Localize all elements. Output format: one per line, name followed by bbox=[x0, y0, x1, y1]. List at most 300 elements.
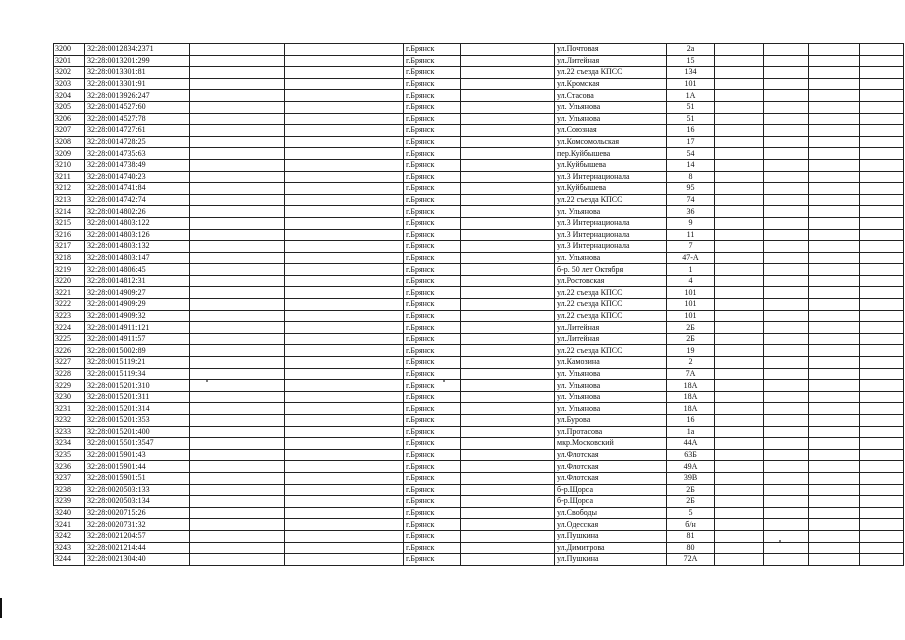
empty-cell bbox=[461, 264, 555, 276]
empty-cell bbox=[715, 461, 764, 473]
empty-cell bbox=[715, 241, 764, 253]
empty-cell bbox=[809, 426, 860, 438]
empty-cell bbox=[285, 507, 404, 519]
cadastral-number-cell: 32:28:0014803:122 bbox=[85, 217, 190, 229]
street-cell: ул.Комсомольская bbox=[555, 136, 667, 148]
row-number-cell: 3229 bbox=[54, 380, 85, 392]
empty-cell bbox=[764, 299, 809, 311]
table-row bbox=[54, 530, 904, 542]
empty-cell bbox=[190, 333, 285, 345]
cadastral-number-cell: 32:28:0013926:247 bbox=[85, 90, 190, 102]
empty-cell bbox=[461, 125, 555, 137]
street-cell: ул. Ульянова bbox=[555, 206, 667, 218]
empty-cell bbox=[190, 44, 285, 56]
empty-cell bbox=[285, 125, 404, 137]
empty-cell bbox=[285, 519, 404, 531]
cadastral-number-cell: 32:28:0014738:49 bbox=[85, 159, 190, 171]
house-number-cell: 2а bbox=[667, 44, 715, 56]
city-cell: г.Брянск bbox=[404, 391, 461, 403]
empty-cell bbox=[190, 136, 285, 148]
city-cell: г.Брянск bbox=[404, 90, 461, 102]
empty-cell bbox=[860, 542, 904, 554]
city-cell: г.Брянск bbox=[404, 125, 461, 137]
empty-cell bbox=[764, 357, 809, 369]
city-cell: г.Брянск bbox=[404, 44, 461, 56]
row-number-cell: 3214 bbox=[54, 206, 85, 218]
empty-cell bbox=[715, 252, 764, 264]
empty-cell bbox=[764, 310, 809, 322]
empty-cell bbox=[860, 484, 904, 496]
street-cell: пер.Куйбышева bbox=[555, 148, 667, 160]
empty-cell bbox=[190, 101, 285, 113]
page-edge-mark bbox=[0, 598, 2, 618]
row-number-cell: 3232 bbox=[54, 415, 85, 427]
empty-cell bbox=[285, 275, 404, 287]
empty-cell bbox=[860, 148, 904, 160]
table-row bbox=[54, 496, 904, 508]
street-cell: ул.22 съезда КПСС bbox=[555, 310, 667, 322]
cadastral-number-cell: 32:28:0021204:57 bbox=[85, 530, 190, 542]
empty-cell bbox=[809, 67, 860, 79]
empty-cell bbox=[860, 287, 904, 299]
empty-cell bbox=[764, 113, 809, 125]
city-cell: г.Брянск bbox=[404, 403, 461, 415]
row-number-cell: 3236 bbox=[54, 461, 85, 473]
empty-cell bbox=[461, 252, 555, 264]
empty-cell bbox=[860, 415, 904, 427]
empty-cell bbox=[715, 368, 764, 380]
house-number-cell: 72А bbox=[667, 554, 715, 566]
empty-cell bbox=[715, 171, 764, 183]
house-number-cell: 101 bbox=[667, 299, 715, 311]
empty-cell bbox=[715, 391, 764, 403]
street-cell: ул.Флотская bbox=[555, 461, 667, 473]
cadastral-number-cell: 32:28:0013301:81 bbox=[85, 67, 190, 79]
house-number-cell: 2Б bbox=[667, 484, 715, 496]
empty-cell bbox=[860, 101, 904, 113]
table-row bbox=[54, 67, 904, 79]
empty-cell bbox=[190, 55, 285, 67]
empty-cell bbox=[190, 368, 285, 380]
empty-cell bbox=[809, 357, 860, 369]
empty-cell bbox=[860, 136, 904, 148]
table-row bbox=[54, 461, 904, 473]
street-cell: ул.Ростовская bbox=[555, 275, 667, 287]
empty-cell bbox=[190, 252, 285, 264]
scan-speck bbox=[779, 540, 781, 542]
house-number-cell: 36 bbox=[667, 206, 715, 218]
street-cell: б-р.Щорса bbox=[555, 496, 667, 508]
empty-cell bbox=[860, 461, 904, 473]
table-row bbox=[54, 241, 904, 253]
house-number-cell: 95 bbox=[667, 183, 715, 195]
row-number-cell: 3223 bbox=[54, 310, 85, 322]
empty-cell bbox=[715, 206, 764, 218]
empty-cell bbox=[809, 264, 860, 276]
empty-cell bbox=[461, 461, 555, 473]
house-number-cell: 44А bbox=[667, 438, 715, 450]
empty-cell bbox=[285, 159, 404, 171]
street-cell: ул.22 съезда КПСС bbox=[555, 287, 667, 299]
empty-cell bbox=[860, 472, 904, 484]
empty-cell bbox=[809, 159, 860, 171]
street-cell: ул.Димитрова bbox=[555, 542, 667, 554]
empty-cell bbox=[190, 229, 285, 241]
empty-cell bbox=[190, 67, 285, 79]
street-cell: ул.Куйбышева bbox=[555, 159, 667, 171]
city-cell: г.Брянск bbox=[404, 333, 461, 345]
cadastral-number-cell: 32:28:0015119:34 bbox=[85, 368, 190, 380]
empty-cell bbox=[715, 113, 764, 125]
street-cell: ул.Литейная bbox=[555, 333, 667, 345]
empty-cell bbox=[461, 171, 555, 183]
empty-cell bbox=[764, 333, 809, 345]
empty-cell bbox=[715, 148, 764, 160]
cadastral-number-cell: 32:28:0015201:310 bbox=[85, 380, 190, 392]
empty-cell bbox=[860, 194, 904, 206]
empty-cell bbox=[715, 101, 764, 113]
row-number-cell: 3211 bbox=[54, 171, 85, 183]
empty-cell bbox=[809, 519, 860, 531]
empty-cell bbox=[715, 530, 764, 542]
empty-cell bbox=[461, 136, 555, 148]
empty-cell bbox=[860, 125, 904, 137]
table-row bbox=[54, 136, 904, 148]
empty-cell bbox=[860, 206, 904, 218]
empty-cell bbox=[860, 275, 904, 287]
empty-cell bbox=[190, 484, 285, 496]
street-cell: ул.Союзная bbox=[555, 125, 667, 137]
empty-cell bbox=[190, 206, 285, 218]
row-number-cell: 3227 bbox=[54, 357, 85, 369]
table-row bbox=[54, 310, 904, 322]
street-cell: ул.3 Интернационала bbox=[555, 171, 667, 183]
empty-cell bbox=[715, 67, 764, 79]
row-number-cell: 3233 bbox=[54, 426, 85, 438]
empty-cell bbox=[461, 159, 555, 171]
empty-cell bbox=[285, 55, 404, 67]
empty-cell bbox=[809, 507, 860, 519]
table-row bbox=[54, 322, 904, 334]
table-row bbox=[54, 449, 904, 461]
table-row bbox=[54, 484, 904, 496]
empty-cell bbox=[860, 426, 904, 438]
row-number-cell: 3242 bbox=[54, 530, 85, 542]
empty-cell bbox=[190, 183, 285, 195]
street-cell: ул.22 съезда КПСС bbox=[555, 345, 667, 357]
row-number-cell: 3206 bbox=[54, 113, 85, 125]
empty-cell bbox=[715, 322, 764, 334]
street-cell: ул.3 Интернационала bbox=[555, 241, 667, 253]
empty-cell bbox=[764, 171, 809, 183]
empty-cell bbox=[860, 438, 904, 450]
empty-cell bbox=[860, 496, 904, 508]
empty-cell bbox=[190, 113, 285, 125]
empty-cell bbox=[190, 507, 285, 519]
empty-cell bbox=[764, 55, 809, 67]
empty-cell bbox=[285, 554, 404, 566]
empty-cell bbox=[809, 310, 860, 322]
row-number-cell: 3215 bbox=[54, 217, 85, 229]
row-number-cell: 3219 bbox=[54, 264, 85, 276]
empty-cell bbox=[285, 461, 404, 473]
row-number-cell: 3213 bbox=[54, 194, 85, 206]
street-cell: ул. Ульянова bbox=[555, 380, 667, 392]
empty-cell bbox=[764, 67, 809, 79]
empty-cell bbox=[461, 299, 555, 311]
table-row bbox=[54, 542, 904, 554]
empty-cell bbox=[461, 194, 555, 206]
city-cell: г.Брянск bbox=[404, 136, 461, 148]
cadastral-number-cell: 32:28:0014527:60 bbox=[85, 101, 190, 113]
empty-cell bbox=[715, 415, 764, 427]
empty-cell bbox=[860, 345, 904, 357]
empty-cell bbox=[461, 333, 555, 345]
house-number-cell: 101 bbox=[667, 310, 715, 322]
street-cell: ул. Ульянова bbox=[555, 252, 667, 264]
row-number-cell: 3230 bbox=[54, 391, 85, 403]
cadastral-number-cell: 32:28:0013201:299 bbox=[85, 55, 190, 67]
empty-cell bbox=[715, 519, 764, 531]
empty-cell bbox=[809, 78, 860, 90]
table-row bbox=[54, 159, 904, 171]
city-cell: г.Брянск bbox=[404, 229, 461, 241]
empty-cell bbox=[285, 391, 404, 403]
table-row bbox=[54, 391, 904, 403]
house-number-cell: 39В bbox=[667, 472, 715, 484]
empty-cell bbox=[764, 472, 809, 484]
empty-cell bbox=[764, 44, 809, 56]
table-row bbox=[54, 171, 904, 183]
empty-cell bbox=[809, 217, 860, 229]
empty-cell bbox=[461, 67, 555, 79]
table-row bbox=[54, 206, 904, 218]
empty-cell bbox=[715, 78, 764, 90]
empty-cell bbox=[461, 322, 555, 334]
street-cell: б-р. 50 лет Октября bbox=[555, 264, 667, 276]
street-cell: ул.Стасова bbox=[555, 90, 667, 102]
empty-cell bbox=[860, 78, 904, 90]
table-row bbox=[54, 264, 904, 276]
empty-cell bbox=[461, 310, 555, 322]
empty-cell bbox=[285, 217, 404, 229]
city-cell: г.Брянск bbox=[404, 206, 461, 218]
empty-cell bbox=[715, 310, 764, 322]
street-cell: ул.Протасова bbox=[555, 426, 667, 438]
house-number-cell: 49А bbox=[667, 461, 715, 473]
city-cell: г.Брянск bbox=[404, 194, 461, 206]
empty-cell bbox=[860, 241, 904, 253]
empty-cell bbox=[764, 507, 809, 519]
street-cell: ул. Ульянова bbox=[555, 368, 667, 380]
empty-cell bbox=[190, 90, 285, 102]
empty-cell bbox=[285, 264, 404, 276]
empty-cell bbox=[461, 472, 555, 484]
empty-cell bbox=[715, 275, 764, 287]
row-number-cell: 3237 bbox=[54, 472, 85, 484]
row-number-cell: 3204 bbox=[54, 90, 85, 102]
empty-cell bbox=[190, 403, 285, 415]
row-number-cell: 3201 bbox=[54, 55, 85, 67]
cadastral-number-cell: 32:28:0014802:26 bbox=[85, 206, 190, 218]
empty-cell bbox=[715, 403, 764, 415]
empty-cell bbox=[461, 241, 555, 253]
empty-cell bbox=[860, 229, 904, 241]
empty-cell bbox=[764, 206, 809, 218]
empty-cell bbox=[764, 519, 809, 531]
empty-cell bbox=[715, 194, 764, 206]
street-cell: ул.Одесская bbox=[555, 519, 667, 531]
empty-cell bbox=[809, 90, 860, 102]
row-number-cell: 3221 bbox=[54, 287, 85, 299]
city-cell: г.Брянск bbox=[404, 299, 461, 311]
street-cell: ул.Камозина bbox=[555, 357, 667, 369]
cadastral-number-cell: 32:28:0015201:400 bbox=[85, 426, 190, 438]
empty-cell bbox=[461, 90, 555, 102]
cadastral-number-cell: 32:28:0012834:2371 bbox=[85, 44, 190, 56]
empty-cell bbox=[461, 438, 555, 450]
empty-cell bbox=[461, 426, 555, 438]
street-cell: ул. Ульянова bbox=[555, 391, 667, 403]
empty-cell bbox=[285, 542, 404, 554]
cadastral-number-cell: 32:28:0015201:311 bbox=[85, 391, 190, 403]
empty-cell bbox=[764, 345, 809, 357]
empty-cell bbox=[285, 229, 404, 241]
table-row bbox=[54, 299, 904, 311]
city-cell: г.Брянск bbox=[404, 113, 461, 125]
city-cell: г.Брянск bbox=[404, 357, 461, 369]
empty-cell bbox=[461, 542, 555, 554]
empty-cell bbox=[764, 438, 809, 450]
house-number-cell: 15 bbox=[667, 55, 715, 67]
empty-cell bbox=[860, 519, 904, 531]
empty-cell bbox=[461, 380, 555, 392]
city-cell: г.Брянск bbox=[404, 472, 461, 484]
scan-speck bbox=[443, 380, 445, 382]
house-number-cell: 7 bbox=[667, 241, 715, 253]
city-cell: г.Брянск bbox=[404, 554, 461, 566]
empty-cell bbox=[461, 206, 555, 218]
empty-cell bbox=[764, 148, 809, 160]
empty-cell bbox=[285, 252, 404, 264]
house-number-cell: б/н bbox=[667, 519, 715, 531]
table-row bbox=[54, 113, 904, 125]
row-number-cell: 3239 bbox=[54, 496, 85, 508]
empty-cell bbox=[461, 403, 555, 415]
empty-cell bbox=[809, 484, 860, 496]
empty-cell bbox=[190, 438, 285, 450]
empty-cell bbox=[461, 101, 555, 113]
empty-cell bbox=[764, 461, 809, 473]
empty-cell bbox=[809, 171, 860, 183]
empty-cell bbox=[860, 113, 904, 125]
empty-cell bbox=[190, 461, 285, 473]
empty-cell bbox=[809, 183, 860, 195]
table-row bbox=[54, 403, 904, 415]
empty-cell bbox=[285, 438, 404, 450]
street-cell: б-р.Щорса bbox=[555, 484, 667, 496]
empty-cell bbox=[285, 426, 404, 438]
empty-cell bbox=[285, 403, 404, 415]
empty-cell bbox=[764, 449, 809, 461]
empty-cell bbox=[860, 55, 904, 67]
empty-cell bbox=[715, 299, 764, 311]
row-number-cell: 3231 bbox=[54, 403, 85, 415]
cadastral-number-cell: 32:28:0014909:32 bbox=[85, 310, 190, 322]
empty-cell bbox=[461, 391, 555, 403]
empty-cell bbox=[809, 391, 860, 403]
city-cell: г.Брянск bbox=[404, 415, 461, 427]
cadastral-number-cell: 32:28:0015201:353 bbox=[85, 415, 190, 427]
city-cell: г.Брянск bbox=[404, 530, 461, 542]
table-row bbox=[54, 252, 904, 264]
row-number-cell: 3205 bbox=[54, 101, 85, 113]
empty-cell bbox=[809, 252, 860, 264]
city-cell: г.Брянск bbox=[404, 159, 461, 171]
house-number-cell: 54 bbox=[667, 148, 715, 160]
empty-cell bbox=[860, 380, 904, 392]
empty-cell bbox=[190, 171, 285, 183]
empty-cell bbox=[285, 148, 404, 160]
empty-cell bbox=[764, 322, 809, 334]
empty-cell bbox=[285, 333, 404, 345]
empty-cell bbox=[190, 125, 285, 137]
empty-cell bbox=[764, 183, 809, 195]
empty-cell bbox=[764, 241, 809, 253]
cadastral-number-cell: 32:28:0015901:51 bbox=[85, 472, 190, 484]
empty-cell bbox=[190, 241, 285, 253]
empty-cell bbox=[809, 472, 860, 484]
house-number-cell: 101 bbox=[667, 78, 715, 90]
empty-cell bbox=[190, 519, 285, 531]
empty-cell bbox=[285, 90, 404, 102]
house-number-cell: 16 bbox=[667, 415, 715, 427]
empty-cell bbox=[190, 159, 285, 171]
row-number-cell: 3225 bbox=[54, 333, 85, 345]
row-number-cell: 3222 bbox=[54, 299, 85, 311]
city-cell: г.Брянск bbox=[404, 380, 461, 392]
cadastral-number-cell: 32:28:0014803:132 bbox=[85, 241, 190, 253]
empty-cell bbox=[190, 264, 285, 276]
cadastral-number-cell: 32:28:0014742:74 bbox=[85, 194, 190, 206]
empty-cell bbox=[809, 368, 860, 380]
table-row bbox=[54, 183, 904, 195]
street-cell: мкр.Московский bbox=[555, 438, 667, 450]
empty-cell bbox=[809, 322, 860, 334]
empty-cell bbox=[764, 496, 809, 508]
address-register-table bbox=[53, 43, 904, 566]
cadastral-number-cell: 32:28:0015119:21 bbox=[85, 357, 190, 369]
city-cell: г.Брянск bbox=[404, 264, 461, 276]
house-number-cell: 16 bbox=[667, 125, 715, 137]
empty-cell bbox=[461, 519, 555, 531]
empty-cell bbox=[715, 484, 764, 496]
city-cell: г.Брянск bbox=[404, 484, 461, 496]
empty-cell bbox=[860, 403, 904, 415]
empty-cell bbox=[285, 78, 404, 90]
empty-cell bbox=[860, 264, 904, 276]
empty-cell bbox=[190, 554, 285, 566]
house-number-cell: 80 bbox=[667, 542, 715, 554]
house-number-cell: 2Б bbox=[667, 333, 715, 345]
cadastral-number-cell: 32:28:0021214:44 bbox=[85, 542, 190, 554]
empty-cell bbox=[461, 484, 555, 496]
empty-cell bbox=[860, 391, 904, 403]
house-number-cell: 18А bbox=[667, 391, 715, 403]
empty-cell bbox=[809, 449, 860, 461]
empty-cell bbox=[860, 183, 904, 195]
empty-cell bbox=[860, 368, 904, 380]
